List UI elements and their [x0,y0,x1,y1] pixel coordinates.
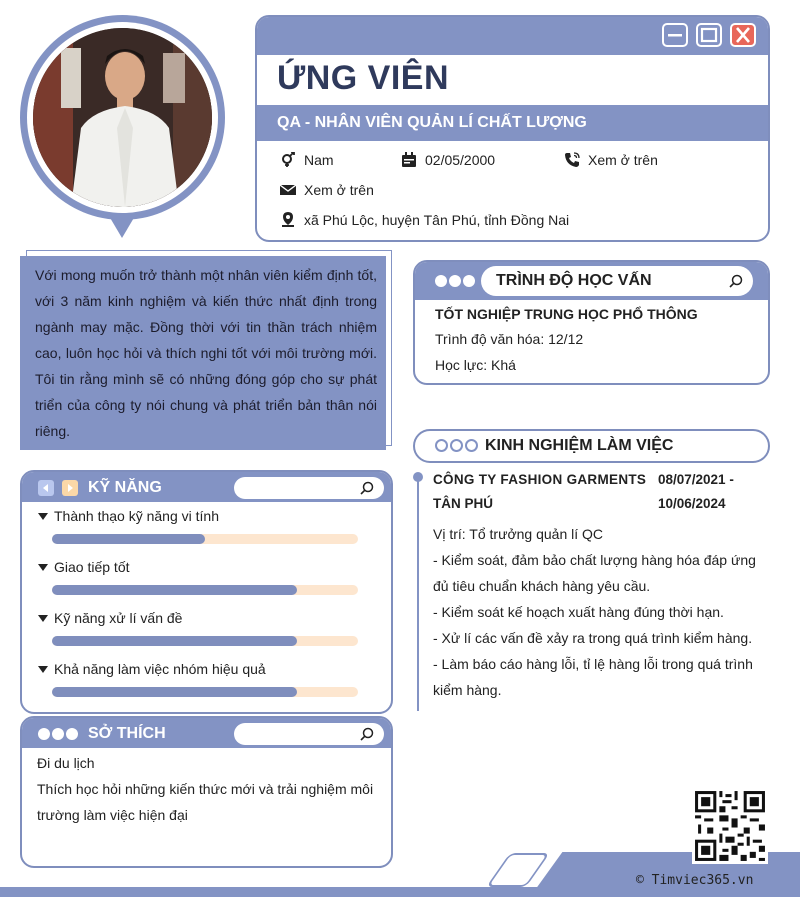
skill-bar-fill [52,534,205,544]
header-card [255,15,770,242]
qr-code [692,788,768,864]
company-location: TÂN PHÚ [433,496,493,511]
skill-bar-fill [52,687,297,697]
triangle-down-icon [38,564,48,571]
address-info [280,212,569,228]
work-duty: - Kiểm soát, đảm bảo chất lượng hàng hóa đáp ứng đủ tiêu chuẩn khách hàng yêu cầu. [433,552,756,594]
work-position: Vị trí: Tổ trưởng quản lí QC [433,526,604,542]
triangle-down-icon [38,615,48,622]
education-card [413,260,770,385]
hobbies-title: SỞ THÍCH [88,725,166,742]
qr-code-icon [692,788,768,864]
education-degree: TỐT NGHIỆP TRUNG HỌC PHỔ THÔNG [435,306,698,322]
dot-icon [66,728,78,740]
work-duty: - Kiểm soát kế hoạch xuất hàng đúng thời hạn. [433,604,724,620]
timeline-dot [413,472,423,482]
dot-icon [52,728,64,740]
close-button[interactable] [730,23,756,47]
search-icon [360,481,374,495]
minimize-icon [664,25,686,45]
minimize-button[interactable] [662,23,688,47]
gender-value: Nam [304,152,334,168]
avatar [33,28,212,207]
career-objective: Với mong muốn trở thành một nhân viên kiểm định tốt, với 3 năm kinh nghiệm và kiến thức nhất định trong ngành may mặc. Đồng thời với tin thần trách nhiệm cao, luôn học hỏi và thích nghi tốt với môi trường mới. Tôi tin rằng mình sẽ có những đóng góp cho sự phát triển của công ty nói chung và phát triển bản thân nói riêng. [20,256,386,450]
next-button[interactable] [62,480,78,496]
skill-label: Khả năng làm việc nhóm hiệu quả [38,661,266,677]
phone-value: Xem ở trên [588,152,658,168]
phone-icon [564,152,580,168]
address-value: xã Phú Lộc, huyện Tân Phú, tỉnh Đồng Nai [304,212,570,228]
skill-bar [52,585,358,595]
copyright: © Timviec365.vn [636,873,754,888]
circle-icon [435,439,448,452]
hobbies-card [20,716,393,868]
work-duty: - Làm báo cáo hàng lỗi, tỉ lệ hàng lỗi trong quá trình kiểm hàng. [433,656,753,698]
avatar-pointer [109,216,135,238]
close-icon [732,25,754,45]
candidate-role: QA - NHÂN VIÊN QUẢN LÍ CHẤT LƯỢNG [277,114,587,131]
work-duty: - Xử lí các vấn đề xảy ra trong quá trình kiểm hàng. [433,630,753,646]
arrow-right-icon [62,480,78,496]
circle-icon [465,439,478,452]
dot-icon [449,275,461,287]
maximize-button[interactable] [696,23,722,47]
window-titlebar [257,17,768,55]
work-date-start: 08/07/2021 - [658,472,734,487]
search-icon [729,274,743,288]
hobby-item: Thích học hỏi những kiến thức mới và trải nghiệm môi trường làm việc hiện đại [37,781,374,823]
prev-button[interactable] [38,480,54,496]
mail-icon [280,182,296,198]
skill-bar [52,687,358,697]
skills-title: KỸ NĂNG [88,479,162,496]
education-title-pill [481,266,753,296]
triangle-down-icon [38,666,48,673]
arrow-left-icon [38,480,54,496]
dob-value: 02/05/2000 [425,152,496,168]
skill-label: Kỹ năng xử lí vấn đề [38,610,182,626]
experience-header [413,429,770,463]
dot-icon [463,275,475,287]
education-grade: Học lực: Khá [435,357,516,373]
hobbies-search[interactable] [234,723,384,745]
circle-icon [450,439,463,452]
hobby-item: Đi du lịch [37,755,95,771]
triangle-down-icon [38,513,48,520]
footer-slash [486,853,550,887]
dot-icon [38,728,50,740]
calendar-icon [401,152,417,168]
email-value: Xem ở trên [304,182,374,198]
search-icon [360,727,374,741]
email-info [280,182,374,198]
skill-bar-fill [52,636,297,646]
work-date-end: 10/06/2024 [658,496,726,511]
skill-label: Thành thạo kỹ năng vi tính [38,508,219,524]
skills-search[interactable] [234,477,384,499]
gender-icon [280,152,296,168]
skill-bar [52,636,358,646]
timeline-line [417,476,419,711]
education-title: TRÌNH ĐỘ HỌC VẤN [496,272,652,289]
dot-icon [435,275,447,287]
experience-title: KINH NGHIỆM LÀM VIỆC [485,437,674,454]
maximize-icon [698,25,720,45]
skill-bar [52,534,358,544]
dob-info [401,152,495,168]
skill-bar-fill [52,585,297,595]
phone-info [564,152,658,168]
person-photo [33,28,212,207]
candidate-name: ỨNG VIÊN [277,59,450,97]
education-level: Trình độ văn hóa: 12/12 [435,331,584,347]
skill-label: Giao tiếp tốt [38,559,130,575]
gender-info [280,152,334,168]
company-name: CÔNG TY FASHION GARMENTS [433,472,647,487]
skills-card [20,470,393,714]
location-icon [280,212,296,228]
